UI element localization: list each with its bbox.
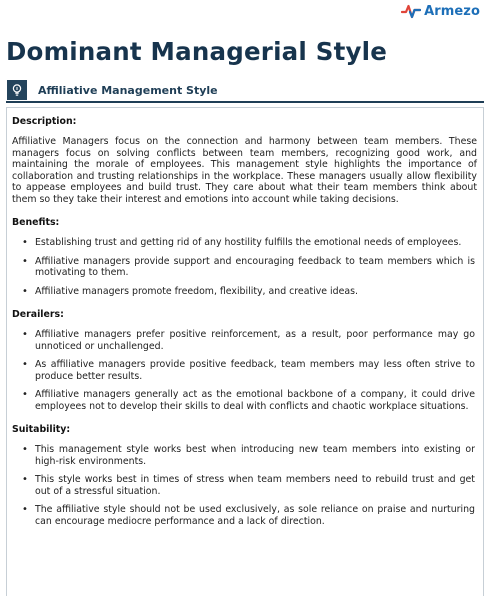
armezo-logo-icon	[401, 3, 421, 19]
list-item: • Establishing trust and getting rid of any hostility fulfills the emotional needs of employees.	[12, 237, 477, 249]
list-item: • Affiliative managers promote freedom, flexibility, and creative ideas.	[12, 286, 477, 298]
brand-name: Armezo	[424, 3, 480, 19]
derailers-heading: Derailers:	[12, 309, 64, 320]
description-heading: Description:	[12, 116, 77, 127]
list-item: • This management style works best when introducing new team members into existing or high-risk environments.	[12, 444, 477, 467]
list-item: • Affiliative managers prefer positive reinforcement, as a result, poor performance may go unnoticed or unchallenged.	[12, 329, 477, 352]
list-item: • This style works best in times of stress when team members need to rebuild trust and get out of a stressful situation.	[12, 474, 477, 497]
list-item: • The affiliative style should not be used exclusively, as sole reliance on praise and nurturing can encourage mediocre performance and a lack of direction.	[12, 504, 477, 527]
list-item: • As affiliative managers provide positive feedback, team members may less often strive to produce better results.	[12, 359, 477, 382]
description-text: Affiliative Managers focus on the connection and harmony between team members. These managers focus on solving conflicts between team members, recognizing good work, and maintaining the morale of employees. This management style highlights the importance of collaboration and trusting relationships in the workplace. These managers usually allow flexibility to appease employees and build trust. They care about what their team members think about them so they take their interest and emotions into account while taking decisions.	[12, 136, 477, 205]
benefits-list	[12, 237, 477, 297]
report-content	[6, 107, 484, 596]
style-label: Affiliative Management Style	[38, 83, 218, 97]
page-title: Dominant Managerial Style	[6, 37, 388, 66]
derailers-list	[12, 329, 477, 412]
lightbulb-icon	[7, 80, 27, 100]
style-header	[6, 79, 484, 103]
suitability-heading: Suitability:	[12, 424, 71, 435]
armezo-logo	[401, 3, 480, 19]
list-item: • Affiliative managers provide support and encouraging feedback to team members which is motivating to them.	[12, 256, 477, 279]
benefits-heading: Benefits:	[12, 217, 60, 228]
suitability-list	[12, 444, 477, 527]
list-item: • Affiliative managers generally act as the emotional backbone of a company, it could drive employees not to develop their skills to deal with conflicts and chaotic workplace situations.	[12, 389, 477, 412]
